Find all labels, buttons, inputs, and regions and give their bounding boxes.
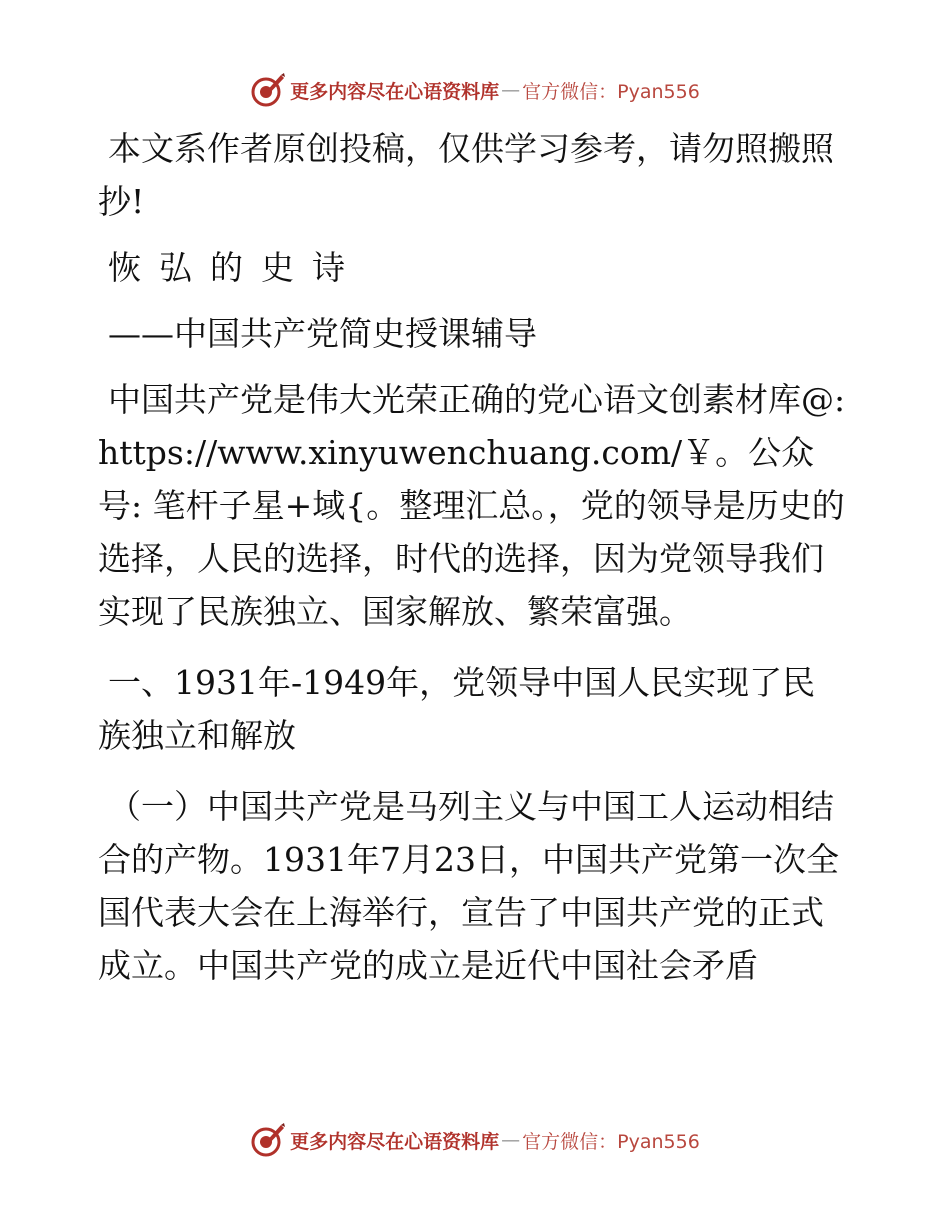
copyright-notice: 本文系作者原创投稿，仅供学习参考，请勿照搬照抄! xyxy=(98,129,834,221)
watermark-dash: — xyxy=(501,79,521,101)
watermark-main-text: 更多内容尽在心语资料库 xyxy=(290,1130,500,1153)
subsection-paragraph-1: （一）中国共产党是马列主义与中国工人运动相结合的产物。1931年7月23日，中国共产党第一次全国代表大会在上海举行，宣告了中国共产党的正式成立。中国共产党的成立是近代中国社会矛盾 xyxy=(98,787,839,985)
footer-watermark-banner xyxy=(0,1118,950,1162)
watermark-contact-text: 官方微信：Pyan556 xyxy=(522,80,700,103)
section-heading-1: 一、1931年-1949年，党领导中国人民实现了民族独立和解放 xyxy=(98,663,816,755)
document-title: 恢弘的史诗 xyxy=(108,248,363,287)
watermark-main-text: 更多内容尽在心语资料库 xyxy=(290,80,500,103)
quill-seal-logo-icon xyxy=(250,72,286,108)
intro-paragraph: 中国共产党是伟大光荣正确的党心语文创素材库@: https://www.xinyuwenchuang.com/￥。公众号: 笔杆子星+域{。整理汇总。，党的领导是历史的选择，人民的选择，时代的选择，因为党领导我们实现了民族独立、国家解放、繁荣富强。 xyxy=(98,380,846,631)
header-watermark-banner xyxy=(0,68,950,112)
quill-seal-logo-icon xyxy=(250,1122,286,1158)
watermark-dash: — xyxy=(501,1129,521,1151)
document-subtitle: ——中国共产党简史授课辅导 xyxy=(108,314,537,353)
document-content xyxy=(98,122,848,992)
watermark-contact-text: 官方微信：Pyan556 xyxy=(522,1130,700,1153)
